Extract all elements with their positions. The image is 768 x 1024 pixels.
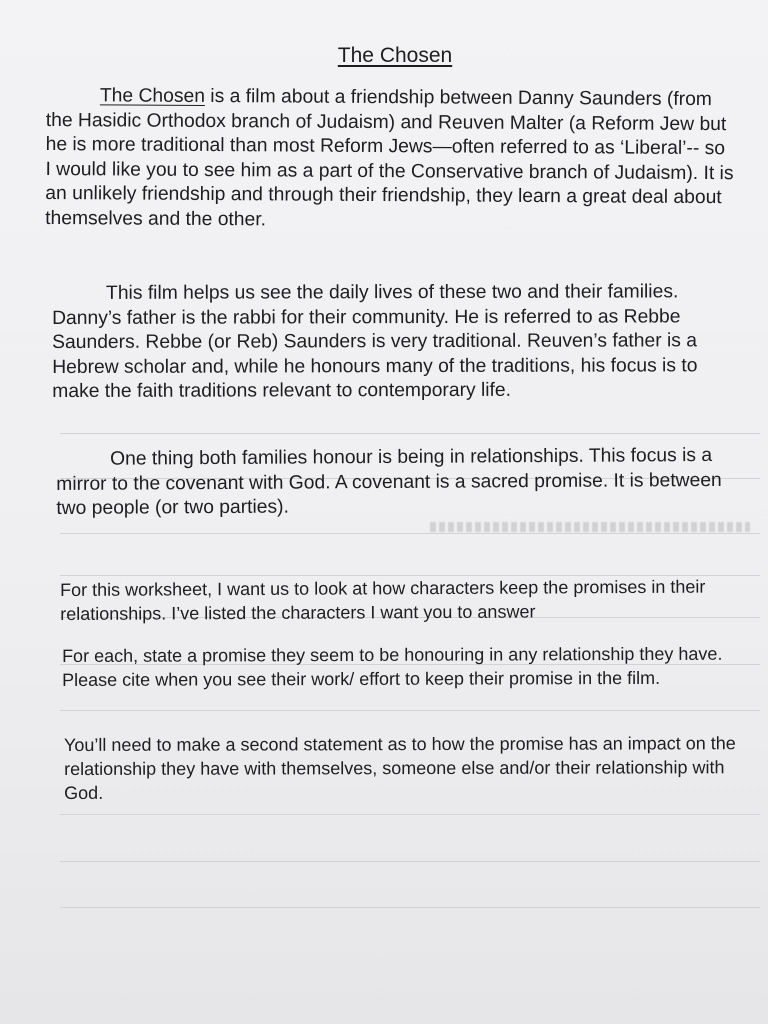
ruled-line xyxy=(60,861,760,862)
ruled-line xyxy=(60,710,760,711)
families-paragraph-text: This film helps us see the daily lives of these two and their families. Danny’s father is the rabbi for their community. He is referred to as Rebbe Saunders. Rebbe (or Reb) Saunders is very traditional. Reuven’s father is a Hebrew scholar and, while he honours many of the traditions, his focus is to make the faith traditions relevant to contemporary life. xyxy=(52,281,698,403)
intro-paragraph xyxy=(45,84,736,236)
ruled-line xyxy=(60,433,760,434)
ruled-line xyxy=(60,907,760,908)
film-title-reference: The Chosen xyxy=(99,85,206,107)
promise-instructions: For each, state a promise they seem to be honouring in any relationship they have. Please cite when you see their work/ effort to keep their promise in the film. xyxy=(62,643,723,690)
covenant-paragraph-text: One thing both families honour is being in relationships. This focus is a mirror to the covenant with God. A covenant is a sacred promise. It is between two people (or two parties). xyxy=(56,444,722,520)
ruled-line xyxy=(60,814,760,815)
worksheet-instructions: For this worksheet, I want us to look at how characters keep the promises in their relationships. I’ve listed the characters I want you to answer xyxy=(60,576,706,624)
page-title: The Chosen xyxy=(337,44,453,67)
impact-instructions: You’ll need to make a second statement as to how the promise has an impact on the relationship they have with themselves, someone else and/or their relationship with God. xyxy=(64,733,736,803)
covenant-paragraph xyxy=(56,444,726,522)
families-paragraph xyxy=(52,280,742,405)
intro-paragraph-text: is a film about a friendship between Danny Saunders (from the Hasidic Orthodox branch of Judaism) and Reuven Malter (a Reform Jew but he is more traditional than most Reform Jews—often referred to as ‘Liberal’-- so I would like you to see him as a part of the Conservative branch of Judaism). It is an unlikely friendship and through their friendship, they learn a great deal about themselves and the other. xyxy=(45,85,734,231)
